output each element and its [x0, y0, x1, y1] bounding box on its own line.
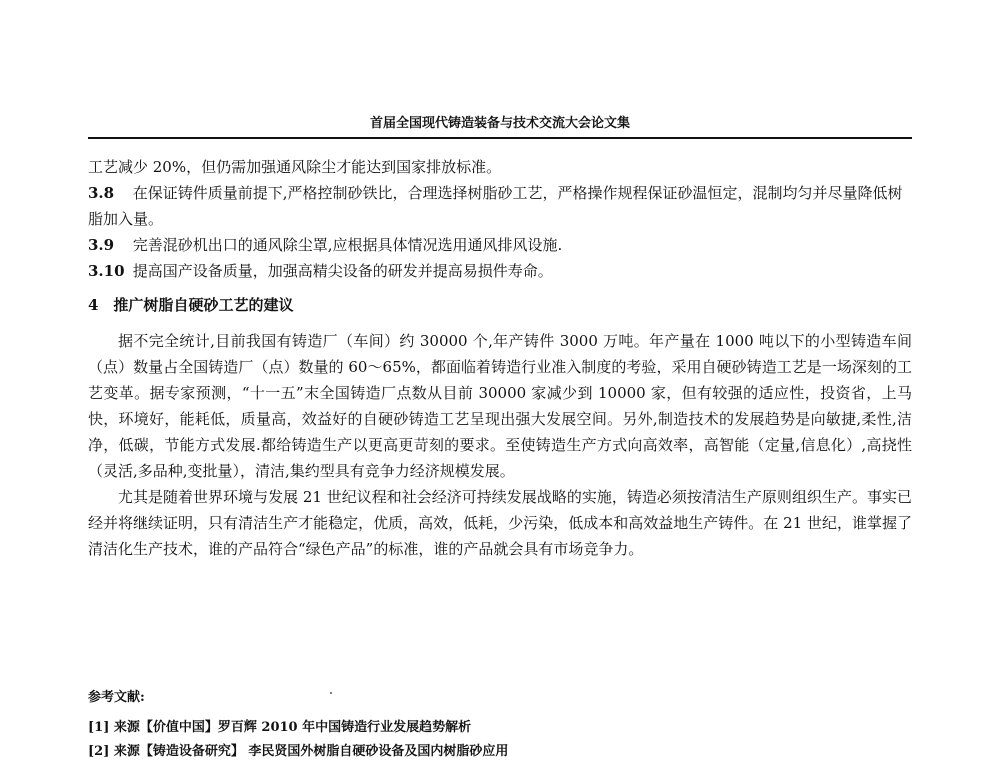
item-number: 3.10: [88, 262, 125, 280]
section-4-title: 4 推广树脂自硬砂工艺的建议: [88, 296, 294, 314]
item-number: 3.9: [88, 236, 115, 254]
body-text: [88, 154, 912, 562]
intro-line: 工艺减少 20%，但仍需加强通风除尘才能达到国家排放标准。: [88, 158, 502, 176]
section-4-paragraph: 尤其是随着世界环境与发展 21 世纪议程和社会经济可持续发展战略的实施，铸造必须按清洁生产原则组织生产。事实已经并将继续证明，只有清洁生产才能稳定，优质，高效，低耗，少污染，低成本和高效益地生产铸件。在 21 世纪，谁掌握了清洁化生产技术，谁的产品符合“绿色产品”的标准，谁的产品就会具有市场竞争力。: [88, 488, 912, 558]
references: [88, 686, 912, 764]
reference-item: [2] 来源【铸造设备研究】 李民贤国外树脂自硬砂设备及国内树脂砂应用: [88, 744, 509, 759]
item-number: 3.8: [88, 184, 115, 202]
header-rule: [88, 137, 912, 139]
reference-item: [1] 来源【价值中国】罗百辉 2010 年中国铸造行业发展趋势解析: [88, 720, 472, 735]
item-3-10: [88, 258, 912, 284]
item-text: 完善混砂机出口的通风除尘罩,应根据具体情况选用通风排风设施.: [132, 236, 563, 254]
section-4-paragraph: 据不完全统计,目前我国有铸造厂（车间）约 30000 个,年产铸件 3000 万吨。年产量在 1000 吨以下的小型铸造车间（点）数量占全国铸造厂（点）数量的 60～65%，都面临着铸造行业准入制度的考验，采用自硬砂铸造工艺是一场深刻的工艺变革。据专家预测，“十一五”末全国铸造厂点数从目前 30000 家减少到 10000 家，但有较强的适应性，投资省，上马快，环境好，能耗低，质量高，效益好的自硬砂铸造工艺呈现出强大发展空间。另外,制造技术的发展趋势是向敏捷,柔性,洁净，低碳，节能方式发展.都给铸造生产以更高更苛刻的要求。至使铸造生产方式向高效率，高智能（定量,信息化）,高挠性（灵活,多品种,变批量），清洁,集约型具有竞争力经济规模发展。: [88, 332, 912, 480]
running-header: 首届全国现代铸造装备与技术交流大会论文集: [369, 116, 630, 131]
references-title: 参考文献:: [88, 690, 145, 705]
item-text: 提高国产设备质量，加强高精尖设备的研发并提高易损件寿命。: [132, 262, 553, 280]
item-text: 在保证铸件质量前提下,严格控制砂铁比，合理选择树脂砂工艺，严格操作规程保证砂温恒定，混制均匀并尽量降低树脂加入量。: [88, 184, 903, 228]
item-3-8: [88, 180, 912, 232]
item-3-9: [88, 232, 912, 258]
